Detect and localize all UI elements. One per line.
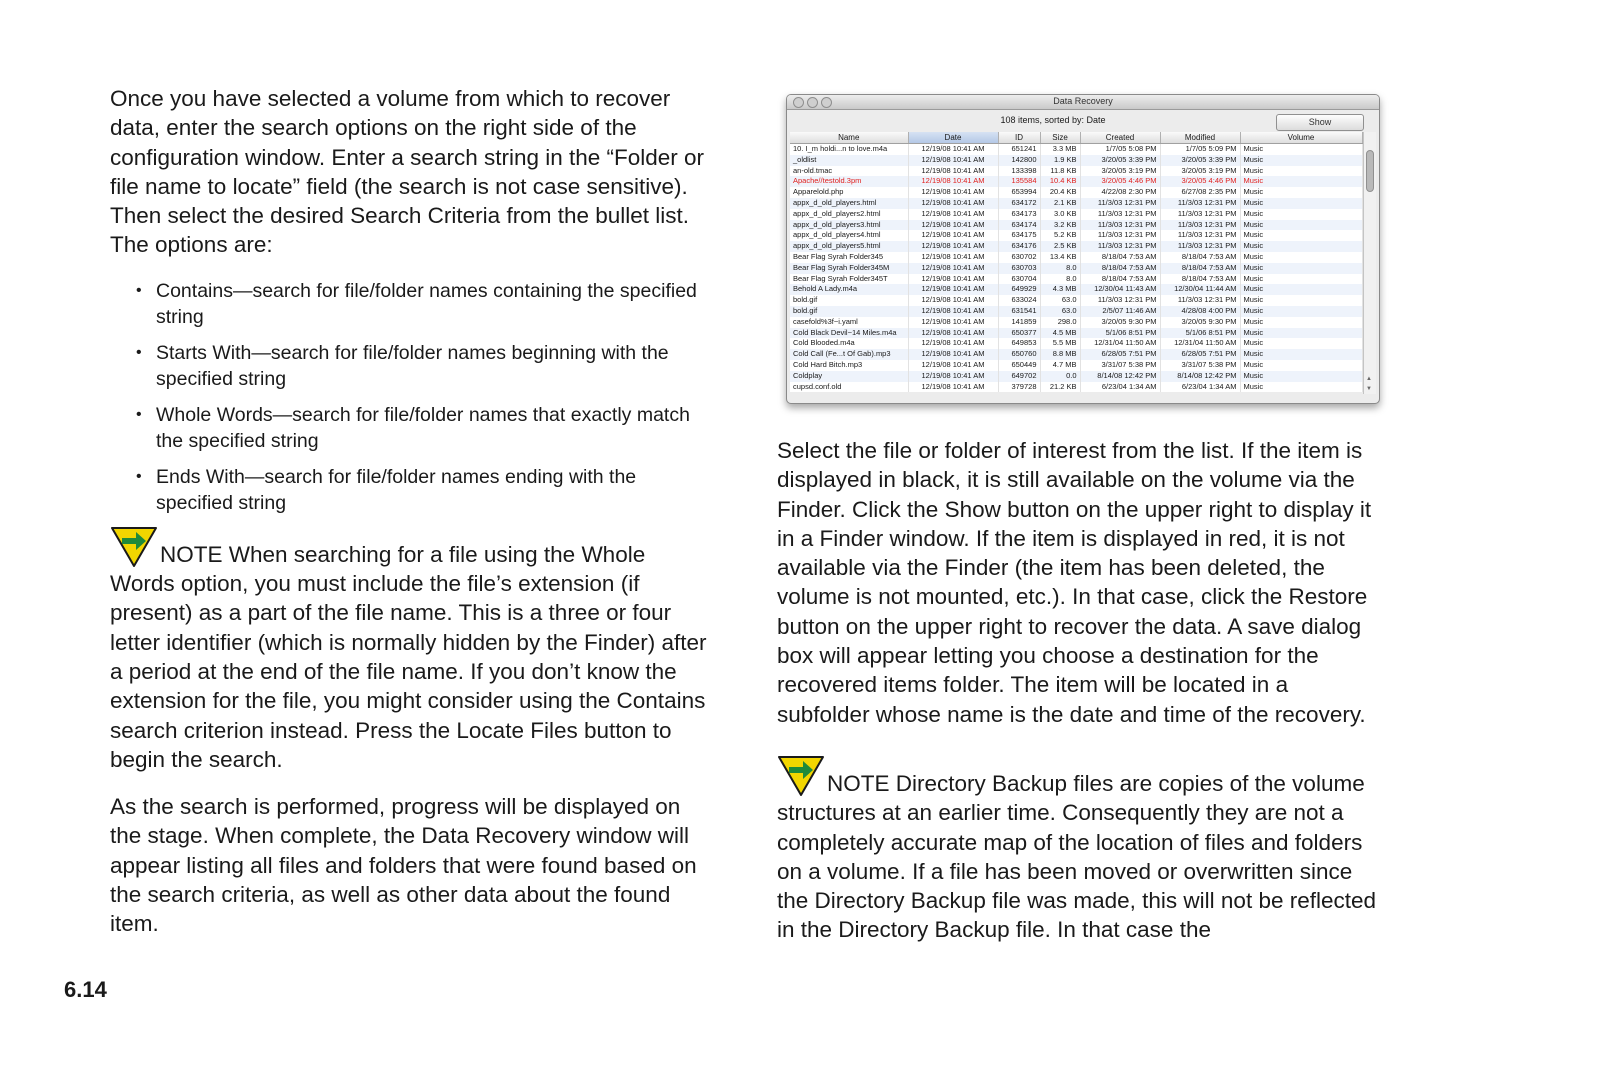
cell-modified: 1/7/05 5:09 PM [1160, 144, 1240, 155]
cell-modified: 8/18/04 7:53 AM [1160, 274, 1240, 285]
cell-id: 650760 [998, 349, 1040, 360]
cell-id: 650449 [998, 360, 1040, 371]
cell-id: 649702 [998, 371, 1040, 382]
cell-name: bold.gif [790, 306, 908, 317]
cell-name: Apparelold.php [790, 187, 908, 198]
cell-id: 634176 [998, 241, 1040, 252]
column-header-date[interactable]: Date [908, 132, 998, 144]
table-row[interactable] [790, 349, 1362, 360]
cell-name: Cold Call (Fe...t Of Gab).mp3 [790, 349, 908, 360]
table-row[interactable] [790, 198, 1362, 209]
cell-modified: 11/3/03 12:31 PM [1160, 295, 1240, 306]
right-column [777, 436, 1377, 963]
cell-id: 650377 [998, 328, 1040, 339]
table-body [790, 144, 1362, 393]
table-row[interactable] [790, 187, 1362, 198]
cell-modified: 11/3/03 12:31 PM [1160, 209, 1240, 220]
table-row[interactable] [790, 155, 1362, 166]
cell-modified: 6/28/05 7:51 PM [1160, 349, 1240, 360]
cell-name: casefold%3f~i.yaml [790, 317, 908, 328]
cell-size: 2.1 KB [1040, 198, 1080, 209]
list-item: • Contains—search for file/folder names containing the specified string [110, 278, 710, 331]
cell-date: 12/19/08 10:41 AM [908, 382, 998, 393]
table-row[interactable] [790, 230, 1362, 241]
cell-size: 2.5 KB [1040, 241, 1080, 252]
cell-date: 12/19/08 10:41 AM [908, 284, 998, 295]
cell-created: 8/18/04 7:53 AM [1080, 252, 1160, 263]
cell-size: 3.3 MB [1040, 144, 1080, 155]
cell-volume: Music [1240, 144, 1362, 155]
table-row[interactable] [790, 360, 1362, 371]
cell-id: 634172 [998, 198, 1040, 209]
cell-modified: 11/3/03 12:31 PM [1160, 241, 1240, 252]
cell-date: 12/19/08 10:41 AM [908, 176, 998, 187]
cell-created: 11/3/03 12:31 PM [1080, 209, 1160, 220]
data-recovery-window [786, 94, 1380, 404]
cell-volume: Music [1240, 328, 1362, 339]
show-button[interactable]: Show [1276, 114, 1364, 131]
cell-size: 8.8 MB [1040, 349, 1080, 360]
cell-date: 12/19/08 10:41 AM [908, 338, 998, 349]
intro-paragraph: Once you have selected a volume from which to recover data, enter the search options on the right side of the configuration window. Enter a search string in the “Folder or file name to locate” field (the search is not case sensitive). Then select the desired Search Criteria from the bullet list. The options are: [110, 86, 705, 258]
cell-volume: Music [1240, 155, 1362, 166]
cell-created: 5/1/06 8:51 PM [1080, 328, 1160, 339]
cell-volume: Music [1240, 166, 1362, 177]
cell-volume: Music [1240, 220, 1362, 231]
table-row[interactable] [790, 220, 1362, 231]
cell-modified: 6/23/04 1:34 AM [1160, 382, 1240, 393]
cell-created: 11/3/03 12:31 PM [1080, 230, 1160, 241]
column-header-created[interactable]: Created [1080, 132, 1160, 144]
scroll-up-arrow-icon[interactable]: ▲ [1366, 376, 1372, 382]
table-row[interactable] [790, 274, 1362, 285]
results-table [790, 132, 1363, 392]
cell-modified: 6/27/08 2:35 PM [1160, 187, 1240, 198]
cell-modified: 3/20/05 3:39 PM [1160, 155, 1240, 166]
cell-date: 12/19/08 10:41 AM [908, 349, 998, 360]
cell-date: 12/19/08 10:41 AM [908, 295, 998, 306]
cell-volume: Music [1240, 198, 1362, 209]
cell-date: 12/19/08 10:41 AM [908, 144, 998, 155]
cell-id: 630702 [998, 252, 1040, 263]
cell-date: 12/19/08 10:41 AM [908, 230, 998, 241]
cell-size: 0.0 [1040, 371, 1080, 382]
cell-volume: Music [1240, 338, 1362, 349]
page-number: 6.14 [64, 977, 107, 1002]
cell-size: 63.0 [1040, 295, 1080, 306]
column-header-modified[interactable]: Modified [1160, 132, 1240, 144]
cell-created: 11/3/03 12:31 PM [1080, 295, 1160, 306]
cell-size: 10.4 KB [1040, 176, 1080, 187]
cell-size: 13.4 KB [1040, 252, 1080, 263]
cell-date: 12/19/08 10:41 AM [908, 360, 998, 371]
cell-date: 12/19/08 10:41 AM [908, 198, 998, 209]
table-row[interactable] [790, 209, 1362, 220]
cell-created: 8/14/08 12:42 PM [1080, 371, 1160, 382]
cell-modified: 3/20/05 4:46 PM [1160, 176, 1240, 187]
cell-name: cupsd.conf.old [790, 382, 908, 393]
cell-modified: 8/18/04 7:53 AM [1160, 252, 1240, 263]
cell-name: Bear Flag Syrah Folder345M [790, 263, 908, 274]
left-column [110, 84, 710, 957]
cell-date: 12/19/08 10:41 AM [908, 274, 998, 285]
cell-id: 649929 [998, 284, 1040, 295]
cell-volume: Music [1240, 209, 1362, 220]
cell-date: 12/19/08 10:41 AM [908, 328, 998, 339]
vertical-scrollbar[interactable] [1363, 132, 1376, 394]
cell-date: 12/19/08 10:41 AM [908, 371, 998, 382]
cell-id: 651241 [998, 144, 1040, 155]
cell-created: 3/20/05 3:19 PM [1080, 166, 1160, 177]
table-row[interactable] [790, 382, 1362, 393]
cell-name: appx_d_old_players2.html [790, 209, 908, 220]
note-paragraph [110, 526, 710, 774]
cell-size: 5.5 MB [1040, 338, 1080, 349]
cell-created: 11/3/03 12:31 PM [1080, 198, 1160, 209]
cell-id: 135584 [998, 176, 1040, 187]
cell-created: 4/22/08 2:30 PM [1080, 187, 1160, 198]
cell-size: 20.4 KB [1040, 187, 1080, 198]
cell-date: 12/19/08 10:41 AM [908, 166, 998, 177]
cell-volume: Music [1240, 295, 1362, 306]
cell-id: 633024 [998, 295, 1040, 306]
table-row[interactable] [790, 371, 1362, 382]
cell-created: 6/23/04 1:34 AM [1080, 382, 1160, 393]
column-header-size[interactable]: Size [1040, 132, 1080, 144]
cell-id: 653994 [998, 187, 1040, 198]
cell-volume: Music [1240, 241, 1362, 252]
cell-name: bold.gif [790, 295, 908, 306]
cell-size: 4.7 MB [1040, 360, 1080, 371]
cell-size: 5.2 KB [1040, 230, 1080, 241]
cell-volume: Music [1240, 187, 1362, 198]
cell-date: 12/19/08 10:41 AM [908, 317, 998, 328]
cell-modified: 8/14/08 12:42 PM [1160, 371, 1240, 382]
column-header-id[interactable]: ID [998, 132, 1040, 144]
cell-date: 12/19/08 10:41 AM [908, 209, 998, 220]
cell-id: 634174 [998, 220, 1040, 231]
cell-date: 12/19/08 10:41 AM [908, 220, 998, 231]
cell-created: 3/20/05 9:30 PM [1080, 317, 1160, 328]
table-row[interactable] [790, 306, 1362, 317]
cell-volume: Music [1240, 317, 1362, 328]
cell-created: 8/18/04 7:53 AM [1080, 274, 1160, 285]
window-titlebar [787, 95, 1379, 110]
cell-size: 63.0 [1040, 306, 1080, 317]
window-title: Data Recovery [1053, 96, 1113, 106]
select-paragraph: Select the file or folder of interest from the list. If the item is displayed in black, it is still available on the volume via the Finder. Click the Show button on the upper right to display it in a Finder window. If the item is displayed in red, it is not available via the Finder (the item has been deleted, the volume is not mounted, etc.). In that case, click the Restore button on the upper right to recover the data. A save dialog box will appear letting you choose a destination for the recovered items folder. The item will be located in a subfolder whose name is the date and time of the recovery. [777, 438, 1372, 727]
cell-id: 631541 [998, 306, 1040, 317]
cell-created: 11/3/03 12:31 PM [1080, 220, 1160, 231]
cell-modified: 5/1/06 8:51 PM [1160, 328, 1240, 339]
cell-created: 8/18/04 7:53 AM [1080, 263, 1160, 274]
cell-volume: Music [1240, 360, 1362, 371]
cell-size: 8.0 [1040, 263, 1080, 274]
cell-name: appx_d_old_players5.html [790, 241, 908, 252]
cell-id: 133398 [998, 166, 1040, 177]
cell-id: 379728 [998, 382, 1040, 393]
cell-name: 10. I_m holdi...n to love.m4a [790, 144, 908, 155]
cell-created: 12/30/04 11:43 AM [1080, 284, 1160, 295]
cell-name: Coldplay [790, 371, 908, 382]
progress-paragraph: As the search is performed, progress will be displayed on the stage. When complete, the Data Recovery window will appear listing all files and folders that were found based on the search criteria, as well as other data about the found item. [110, 794, 697, 937]
cell-modified: 11/3/03 12:31 PM [1160, 220, 1240, 231]
cell-name: Cold Hard Bitch.mp3 [790, 360, 908, 371]
cell-size: 1.9 KB [1040, 155, 1080, 166]
table-row[interactable] [790, 328, 1362, 339]
cell-size: 4.3 MB [1040, 284, 1080, 295]
table-row[interactable] [790, 176, 1362, 187]
cell-id: 634173 [998, 209, 1040, 220]
cell-volume: Music [1240, 230, 1362, 241]
cell-created: 2/5/07 11:46 AM [1080, 306, 1160, 317]
table-row[interactable] [790, 317, 1362, 328]
cell-date: 12/19/08 10:41 AM [908, 187, 998, 198]
cell-date: 12/19/08 10:41 AM [908, 155, 998, 166]
cell-modified: 12/31/04 11:50 AM [1160, 338, 1240, 349]
cell-size: 11.8 KB [1040, 166, 1080, 177]
cell-modified: 3/31/07 5:38 PM [1160, 360, 1240, 371]
table-row[interactable] [790, 144, 1362, 155]
table-header-row [790, 132, 1362, 144]
note-arrow-icon [777, 755, 825, 797]
cell-id: 630704 [998, 274, 1040, 285]
cell-modified: 12/30/04 11:44 AM [1160, 284, 1240, 295]
note-arrow-icon [110, 526, 158, 568]
cell-id: 630703 [998, 263, 1040, 274]
cell-date: 12/19/08 10:41 AM [908, 241, 998, 252]
cell-size: 21.2 KB [1040, 382, 1080, 393]
cell-date: 12/19/08 10:41 AM [908, 263, 998, 274]
cell-volume: Music [1240, 284, 1362, 295]
cell-modified: 11/3/03 12:31 PM [1160, 198, 1240, 209]
cell-name: Apache//testold.3pm [790, 176, 908, 187]
cell-name: appx_d_old_players4.html [790, 230, 908, 241]
note-text: NOTE Directory Backup files are copies of the volume structures at an earlier time. Consequently they are not a completely accurate map of the location of files and folders on a volume. If a file has been moved or overwritten since the Directory Backup file was made, this will not be reflected in the Directory Backup file. In that case the [777, 770, 1377, 943]
table-row[interactable] [790, 263, 1362, 274]
table-row[interactable] [790, 284, 1362, 295]
cell-name: _oldlist [790, 155, 908, 166]
cell-date: 12/19/08 10:41 AM [908, 306, 998, 317]
cell-modified: 3/20/05 9:30 PM [1160, 317, 1240, 328]
list-item: • Whole Words—search for file/folder names that exactly match the specified string [110, 402, 710, 455]
cell-name: Cold Blooded.m4a [790, 338, 908, 349]
table-row[interactable] [790, 166, 1362, 177]
cell-id: 141859 [998, 317, 1040, 328]
cell-name: an-old.tmac [790, 166, 908, 177]
table-row[interactable] [790, 241, 1362, 252]
cell-volume: Music [1240, 176, 1362, 187]
cell-size: 3.2 KB [1040, 220, 1080, 231]
cell-created: 12/31/04 11:50 AM [1080, 338, 1160, 349]
cell-volume: Music [1240, 371, 1362, 382]
table-row[interactable] [790, 338, 1362, 349]
cell-date: 12/19/08 10:41 AM [908, 252, 998, 263]
scroll-down-arrow-icon[interactable]: ▼ [1366, 386, 1372, 392]
cell-volume: Music [1240, 252, 1362, 263]
cell-name: Cold Black Devil~14 Miles.m4a [790, 328, 908, 339]
table-row[interactable] [790, 252, 1362, 263]
cell-name: Bear Flag Syrah Folder345 [790, 252, 908, 263]
cell-created: 3/31/07 5:38 PM [1080, 360, 1160, 371]
cell-modified: 4/28/08 4:00 PM [1160, 306, 1240, 317]
search-criteria-list [110, 278, 710, 517]
note-paragraph [777, 755, 1377, 945]
cell-name: appx_d_old_players3.html [790, 220, 908, 231]
cell-volume: Music [1240, 349, 1362, 360]
cell-volume: Music [1240, 306, 1362, 317]
cell-volume: Music [1240, 274, 1362, 285]
cell-modified: 11/3/03 12:31 PM [1160, 230, 1240, 241]
cell-size: 298.0 [1040, 317, 1080, 328]
cell-volume: Music [1240, 263, 1362, 274]
cell-created: 11/3/03 12:31 PM [1080, 241, 1160, 252]
cell-created: 6/28/05 7:51 PM [1080, 349, 1160, 360]
cell-id: 649853 [998, 338, 1040, 349]
cell-volume: Music [1240, 382, 1362, 393]
cell-modified: 8/18/04 7:53 AM [1160, 263, 1240, 274]
column-header-volume[interactable]: Volume [1240, 132, 1362, 144]
cell-id: 142800 [998, 155, 1040, 166]
cell-size: 3.0 KB [1040, 209, 1080, 220]
scrollbar-thumb[interactable] [1366, 150, 1374, 192]
cell-size: 4.5 MB [1040, 328, 1080, 339]
item-count-label: 108 items, sorted by: Date [1000, 115, 1106, 125]
info-bar [787, 110, 1379, 132]
cell-created: 3/20/05 3:39 PM [1080, 155, 1160, 166]
table-row[interactable] [790, 295, 1362, 306]
cell-created: 3/20/05 4:46 PM [1080, 176, 1160, 187]
column-header-name[interactable]: Name [790, 132, 908, 144]
cell-size: 8.0 [1040, 274, 1080, 285]
note-text: NOTE When searching for a file using the Whole Words option, you must include the file’s extension (if present) as a part of the file name. This is a three or four letter identifier (which is normally hidden by the Finder) after a period at the end of the file name. If you don’t know the extension for the file, you might consider using the Contains search criterion instead. Press the Locate Files button to begin the search. [110, 541, 707, 772]
list-item: • Ends With—search for file/folder names ending with the specified string [110, 464, 710, 517]
cell-name: appx_d_old_players.html [790, 198, 908, 209]
cell-name: Bear Flag Syrah Folder345T [790, 274, 908, 285]
cell-created: 1/7/05 5:08 PM [1080, 144, 1160, 155]
list-item: • Starts With—search for file/folder names beginning with the specified string [110, 340, 710, 393]
cell-name: Behold A Lady.m4a [790, 284, 908, 295]
cell-modified: 3/20/05 3:19 PM [1160, 166, 1240, 177]
cell-id: 634175 [998, 230, 1040, 241]
